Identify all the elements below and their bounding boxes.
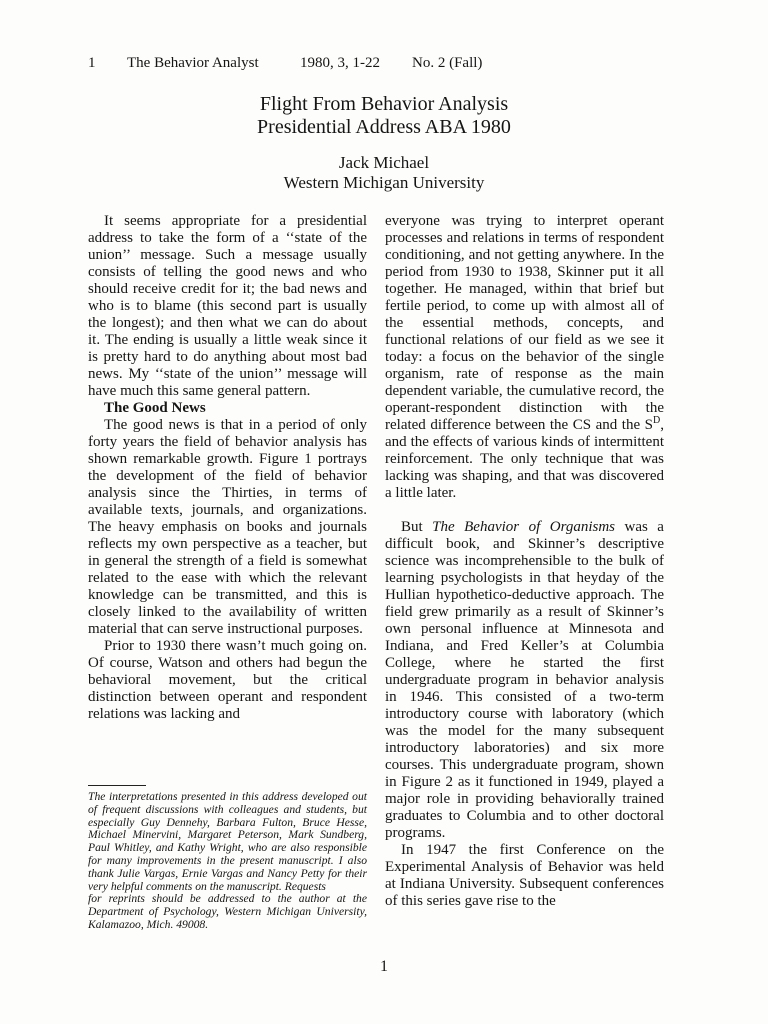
title-block [0, 93, 768, 193]
author-name: Jack Michael [338, 153, 430, 172]
title-line-2: Presidential Address ABA 1980 [257, 116, 511, 138]
running-head-volume: 1980, 3, 1-22 [300, 55, 380, 71]
running-head-page: 1 [88, 55, 96, 71]
section-heading-good-news: The Good News [104, 400, 206, 416]
paragraph-prior-1930: Prior to 1930 there wasn’t much going on. Of course, Watson and others had begun the behavioral movement, but the critical distinction between operant and respondent relations was lacking and [88, 638, 367, 722]
paragraph-intro: It seems appropriate for a presidential address to take the form of a ‘‘state of the union’’ message. Such a message usually consists of telling the good news and who should receive credit for it; the bad news and who is to blame (this second part is usually the longest); and then what we can do about it. The ending is usually a little weak since it is pretty hard to do anything about most bad news. My ‘‘state of the union’’ message will have much this same general pattern. [88, 213, 367, 399]
author-affiliation: Western Michigan University [283, 173, 485, 192]
paragraph-good-news: The good news is that in a period of only forty years the field of behavior analysis has shown remarkable growth. Figure 1 portrays the development of the field of behavior analysis since the Thirties, in terms of available texts, journals, and organizations. The heavy emphasis on books and journals reflects my own perspective as a teacher, but in general the strength of a field is somewhat related to the ease with which the relevant knowledge can be transmitted, and this is closely linked to the availability of written material that can serve instructional purposes. [88, 417, 367, 637]
page-number: 1 [380, 958, 388, 975]
footnote-acknowledgments: The interpretations presented in this address developed out of frequent discussions with colleagues and students, but especially Guy Dennehy, Barbara Fulton, Bruce Hesse, Michael Minervini, Margaret Peterson, Mark Sundberg, Paul Whitley, and Kathy Wright, who are also responsible for many improvements in the present manuscript. I also thank Julie Vargas, Ernie Vargas and Nancy Petty for their very helpful comments on the manuscript. Requests [88, 790, 367, 893]
paragraph-skinner-period: everyone was trying to interpret operant processes and relations in terms of respondent conditioning, and not getting anywhere. In the period from 1930 to 1938, Skinner put it all together. He managed, within that brief but fertile period, to come up with almost all of the essential methods, concepts, and functional relations of our field as we see it today: a focus on the behavior of the single organism, rate of response as the main dependent variable, the cumulative record, the operant-respondent distinction with the related difference between the CS and the $S^D$, and the effects of various kinds of intermittent reinforcement. The only technique that was lacking was shaping, and that was discovered a little later. [385, 213, 664, 501]
footnote [88, 791, 367, 932]
right-column [385, 213, 664, 910]
title-line-1: Flight From Behavior Analysis [259, 93, 509, 115]
paragraph-behavior-of-organisms: But The Behavior of Organisms was a difficult book, and Skinner’s descriptive science was incomprehensible to the bulk of learning psychologists in that heyday of the Hullian hypothetico-deductive approach. The field grew primarily as a result of Skinner’s own personal influence at Minnesota and Indiana, and Fred Keller’s at Columbia College, where he started the first undergraduate program in behavior analysis in 1946. This consisted of a two-term introductory course with laboratory (which was the model for the many subsequent introductory laboratories) and six more courses. This undergraduate program, shown in Figure 2 as it functioned in 1949, played a major role in providing behaviorally trained graduates to Columbia and to other doctoral programs. [385, 519, 664, 841]
footnote-divider [88, 785, 146, 786]
superscript-d: D [653, 415, 661, 426]
book-title: The Behavior of Organisms [432, 519, 616, 535]
running-head-journal: The Behavior Analyst [127, 55, 259, 71]
paragraph-conference-1947: In 1947 the first Conference on the Experimental Analysis of Behavior was held at Indiana University. Subsequent conferences of this series gave rise to the [385, 842, 664, 909]
running-head-issue: No. 2 (Fall) [412, 55, 483, 71]
left-column [88, 213, 367, 723]
footnote-reprints: for reprints should be addressed to the author at the Department of Psychology, Western Michigan University, Kalamazoo, Mich. 49008. [88, 892, 367, 931]
